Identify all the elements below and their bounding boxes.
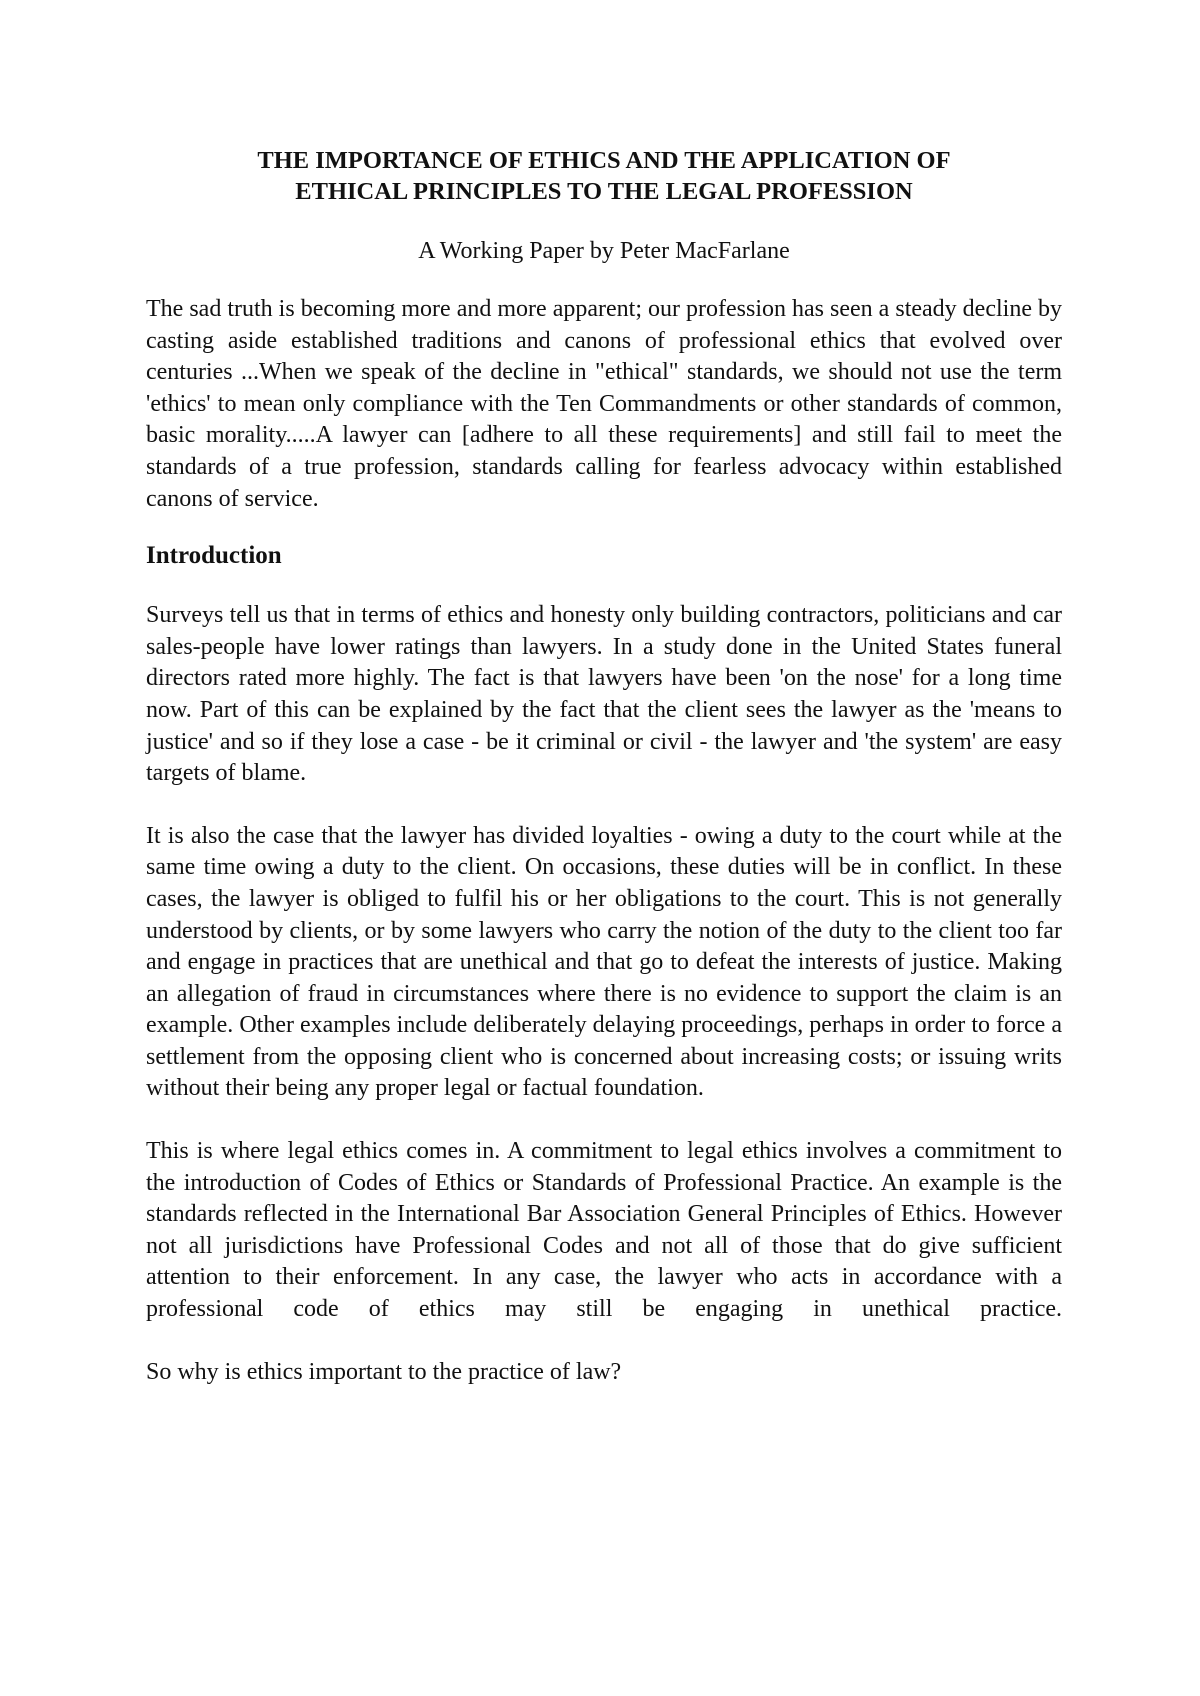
title-line-2: ETHICAL PRINCIPLES TO THE LEGAL PROFESSION (295, 178, 913, 205)
paragraph-legal-ethics: This is where legal ethics comes in. A commitment to legal ethics involves a commitment to the introduction of Codes of Ethics or Standards of Professional Practice. An example is the standards reflected in the International Bar Association General Principles of Ethics. However not all jurisdictions have Professional Codes and not all of those that do give sufficient attention to their enforcement. In any case, the lawyer who acts in accordance with a professional code of ethics may still be engaging in unethical practice. (146, 1138, 1062, 1323)
byline: A Working Paper by Peter MacFarlane (418, 238, 790, 264)
document-title (146, 145, 1062, 207)
section-heading-introduction: Introduction (146, 542, 282, 570)
paragraph-surveys: Surveys tell us that in terms of ethics and honesty only building contractors, politicians and car sales-people have lower ratings than lawyers. In a study done in the United States funeral directors rated more highly. The fact is that lawyers have been 'on the nose' for a long time now. Part of this can be explained by the fact that the client sees the lawyer as the 'means to justice' and so if they lose a case - be it criminal or civil - the lawyer and 'the system' are easy targets of blame. (146, 602, 1062, 787)
paragraph-question: So why is ethics important to the practice of law? (146, 1358, 622, 1385)
title-line-1: THE IMPORTANCE OF ETHICS AND THE APPLICATION OF (257, 147, 951, 174)
opening-quote: The sad truth is becoming more and more apparent; our profession has seen a steady decline by casting aside established traditions and canons of professional ethics that evolved over centuries ...When we speak of the decline in "ethical" standards, we should not use the term 'ethics' to mean only compliance with the Ten Commandments or other standards of common, basic morality.....A lawyer can [adhere to all these requirements] and still fail to meet the standards of a true profession, standards calling for fearless advocacy within established canons of service. (146, 296, 1062, 512)
document-page (146, 145, 1062, 1388)
paragraph-divided-loyalties: It is also the case that the lawyer has divided loyalties - owing a duty to the court while at the same time owing a duty to the client. On occasions, these duties will be in conflict. In these cases, the lawyer is obliged to fulfil his or her obligations to the court. This is not generally understood by clients, or by some lawyers who carry the notion of the duty to the client too far and engage in practices that are unethical and that go to defeat the interests of justice. Making an allegation of fraud in circumstances where there is no evidence to support the claim is an example. Other examples include deliberately delaying proceedings, perhaps in order to force a settlement from the opposing client who is concerned about increasing costs; or issuing writs without their being any proper legal or factual foundation. (146, 822, 1062, 1102)
